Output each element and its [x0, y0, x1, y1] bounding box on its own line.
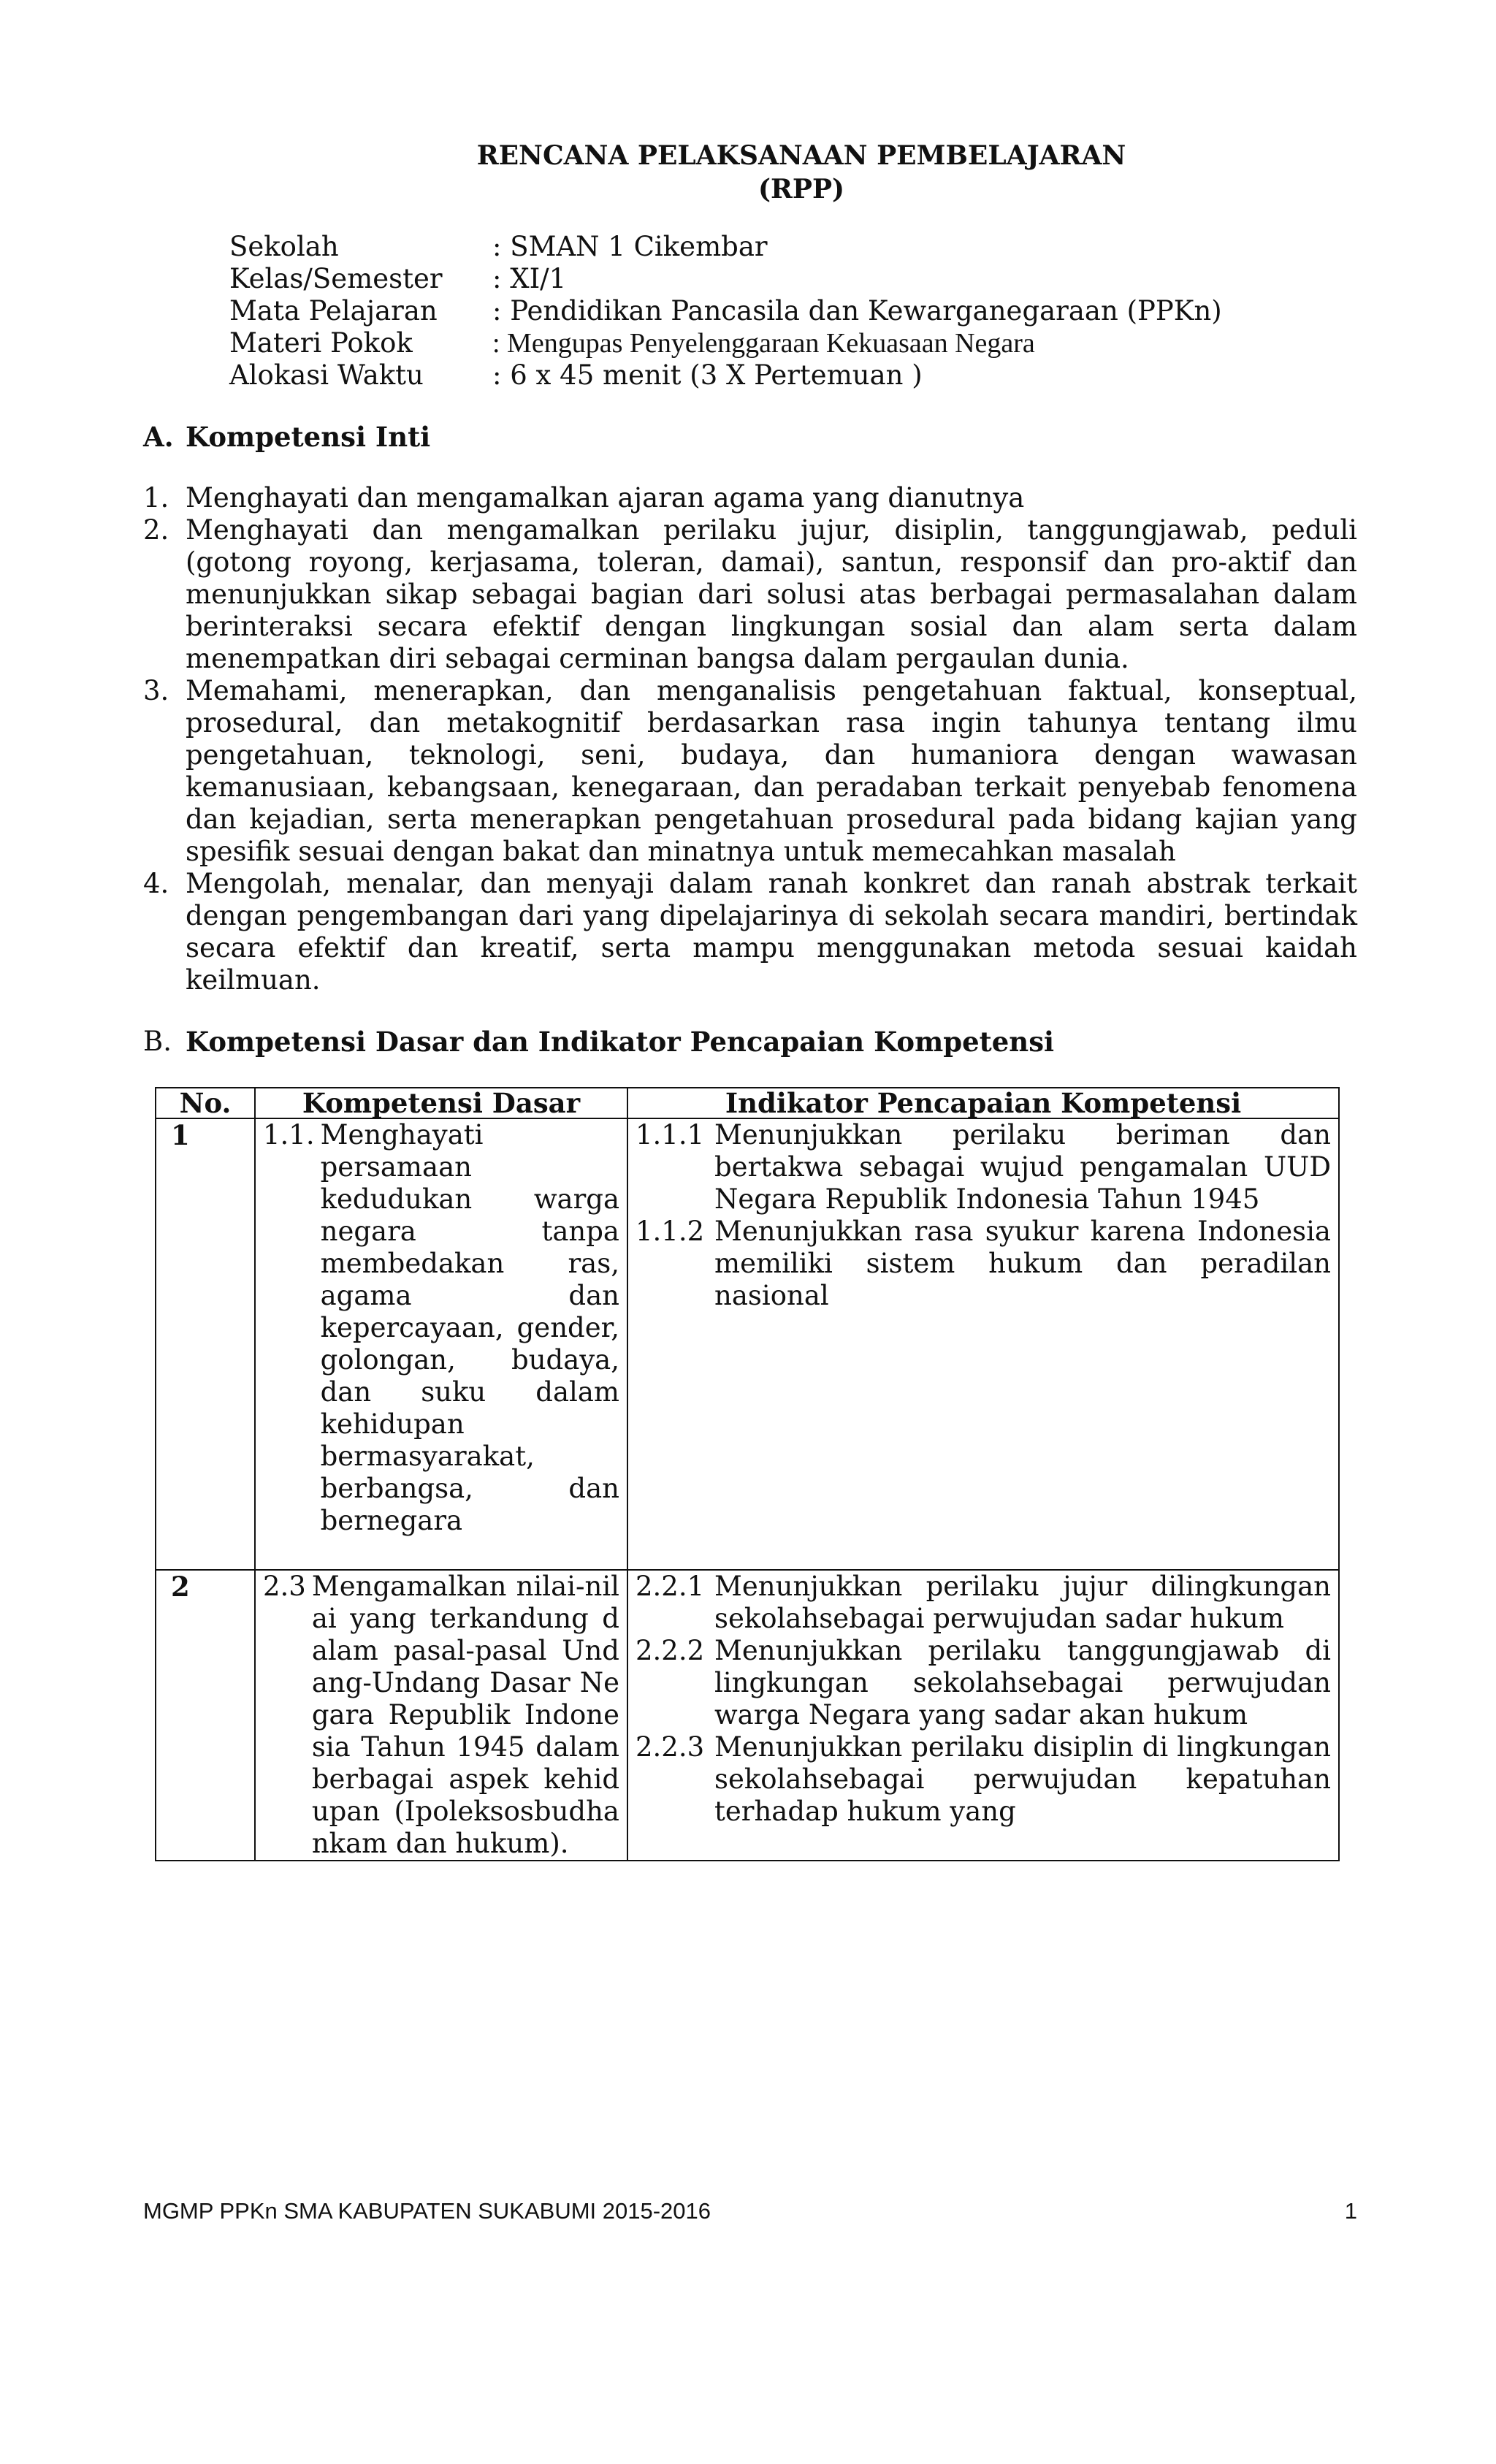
list-item: [143, 675, 1357, 868]
section-letter: B.: [143, 1026, 172, 1057]
row-number: 1: [156, 1118, 255, 1570]
row-number: 2: [156, 1570, 255, 1861]
list-item: [143, 482, 1357, 514]
table-row: [156, 1570, 1339, 1861]
kompetensi-inti-list: [143, 482, 1357, 996]
item-number: 1.: [143, 482, 169, 514]
meta-label: Sekolah: [229, 231, 339, 262]
item-text: Memahami, menerapkan, dan menganalisis pengetahuan faktual, konseptual, prosedural, dan metakognitif berdasarkan rasa ingin tahunya tentang ilmu pengetahuan, teknologi, seni, budaya, dan humaniora dengan wawasan kemanusiaan, kebangsaan, kenegaraan, dan peradaban terkait penyebab fenomena dan kejadian, serta menerapkan pengetahuan prosedural pada bidang kajian yang spesifik sesuai dengan bakat dan minatnya untuk memecahkan masalah: [186, 675, 1357, 867]
indicator-text: Menunjukkan perilaku beriman dan bertakwa sebagai wujud pengamalan UUD Negara Republik Indonesia Tahun 1945: [714, 1119, 1331, 1215]
indicator-code: 2.2.2: [636, 1635, 705, 1666]
meta-row-sekolah: [229, 231, 1222, 263]
section-a-heading: [143, 421, 1357, 453]
item-text: Menghayati dan mengamalkan perilaku jujur, disiplin, tanggungjawab, peduli (gotong royong, kerjasama, toleran, damai), santun, responsif dan pro-aktif dan menunjukkan sikap sebagai bagian dari solusi atas berbagai permasalahan dalam berinteraksi secara efektif dengan lingkungan sosial dan alam serta dalam menempatkan diri sebagai cerminan bangsa dalam pergaulan dunia.: [186, 514, 1357, 674]
indicator-cell: [627, 1118, 1339, 1570]
page-footer: [143, 2195, 1357, 2227]
indicator-item: [636, 1635, 1331, 1731]
list-item: [143, 514, 1357, 675]
header-kd: Kompetensi Dasar: [255, 1088, 627, 1118]
kd-code: 1.1.: [263, 1119, 315, 1151]
meta-row-kelas: [229, 263, 1222, 295]
title-line-1: RENCANA PELAKSANAAN PEMBELAJARAN: [476, 140, 1126, 171]
table-row: [156, 1118, 1339, 1570]
doc-title: [245, 139, 1357, 206]
identity-table: [229, 231, 1222, 392]
meta-label: Alokasi Waktu: [229, 359, 424, 391]
kd-cell: [255, 1118, 627, 1570]
meta-value: : SMAN 1 Cikembar: [492, 231, 768, 262]
item-number: 4.: [143, 868, 169, 899]
kd-item: [263, 1119, 619, 1537]
indicator-item: [636, 1731, 1331, 1828]
indicator-text: Menunjukkan perilaku tanggungjawab di lingkungan sekolahsebagai perwujudan warga Negara yang sadar akan hukum: [714, 1635, 1331, 1731]
section-b-heading: [143, 1026, 1357, 1058]
indicator-item: [636, 1119, 1331, 1216]
indicator-text: Menunjukkan rasa syukur karena Indonesia memiliki sistem hukum dan peradilan nasional: [714, 1216, 1331, 1311]
section-title: Kompetensi Inti: [186, 421, 431, 453]
indicator-code: 1.1.2: [636, 1216, 705, 1247]
header-no: No.: [156, 1088, 255, 1118]
meta-value: : 6 x 45 menit (3 X Pertemuan ): [492, 359, 923, 391]
kd-item: [263, 1571, 619, 1860]
indicator-item: [636, 1571, 1331, 1635]
item-text: Mengolah, menalar, dan menyaji dalam ranah konkret dan ranah abstrak terkait dengan pengembangan dari yang dipelajarinya di sekolah secara mandiri, bertindak secara efektif dan kreatif, serta mampu menggunakan metoda sesuai kaidah keilmuan.: [186, 868, 1357, 996]
indicator-code: 1.1.1: [636, 1119, 705, 1151]
list-item: [143, 868, 1357, 996]
kd-text: Mengamalkan nilai-nilai yang terkandung dalam pasal-pasal Undang-Undang Dasar Negara Republik Indonesia Tahun 1945 dalam berbagai aspek kehidupan (Ipoleksosbudhankam dan hukum).: [311, 1571, 619, 1859]
indicator-text: Menunjukkan perilaku disiplin di lingkungan sekolahsebagai perwujudan kepatuhan terhadap hukum yang: [714, 1731, 1331, 1827]
meta-label: Mata Pelajaran: [229, 295, 438, 327]
meta-value: : XI/1: [492, 263, 567, 294]
meta-label: Materi Pokok: [229, 327, 413, 359]
footer-text: MGMP PPKn SMA KABUPATEN SUKABUMI 2015-2016: [143, 2198, 711, 2224]
section-letter: A.: [143, 421, 174, 453]
indicator-item: [636, 1216, 1331, 1312]
kd-text: Menghayati persamaan kedudukan warga negara tanpa membedakan ras, agama dan kepercayaan, gender, golongan, budaya, dan suku dalam kehidupan bermasyarakat, berbangsa, dan bernegara: [320, 1119, 619, 1536]
meta-label: Kelas/Semester: [229, 263, 443, 294]
item-number: 2.: [143, 514, 169, 546]
header-indikator: Indikator Pencapaian Kompetensi: [627, 1088, 1339, 1118]
kompetensi-dasar-table: [155, 1087, 1340, 1861]
indicator-code: 2.2.3: [636, 1731, 705, 1763]
indicator-cell: [627, 1570, 1339, 1861]
meta-row-mapel: [229, 295, 1222, 327]
item-text: Menghayati dan mengamalkan ajaran agama yang dianutnya: [186, 482, 1025, 514]
kd-cell: [255, 1570, 627, 1861]
item-number: 3.: [143, 675, 169, 706]
section-title: Kompetensi Dasar dan Indikator Pencapaian Kompetensi: [186, 1026, 1055, 1058]
page-number: 1: [1344, 2198, 1357, 2224]
table-header-row: [156, 1088, 1339, 1118]
meta-value: : Pendidikan Pancasila dan Kewarganegaraan (PPKn): [492, 295, 1222, 327]
kd-code: 2.3: [263, 1571, 306, 1602]
indicator-text: Menunjukkan perilaku jujur dilingkungan sekolahsebagai perwujudan sadar hukum: [714, 1571, 1331, 1634]
title-line-2: (RPP): [757, 174, 845, 205]
indicator-code: 2.2.1: [636, 1571, 705, 1602]
meta-value: : Mengupas Penyelenggaraan Kekuasaan Negara: [492, 328, 1035, 359]
meta-row-waktu: [229, 359, 1222, 392]
meta-row-materi: [229, 327, 1222, 359]
